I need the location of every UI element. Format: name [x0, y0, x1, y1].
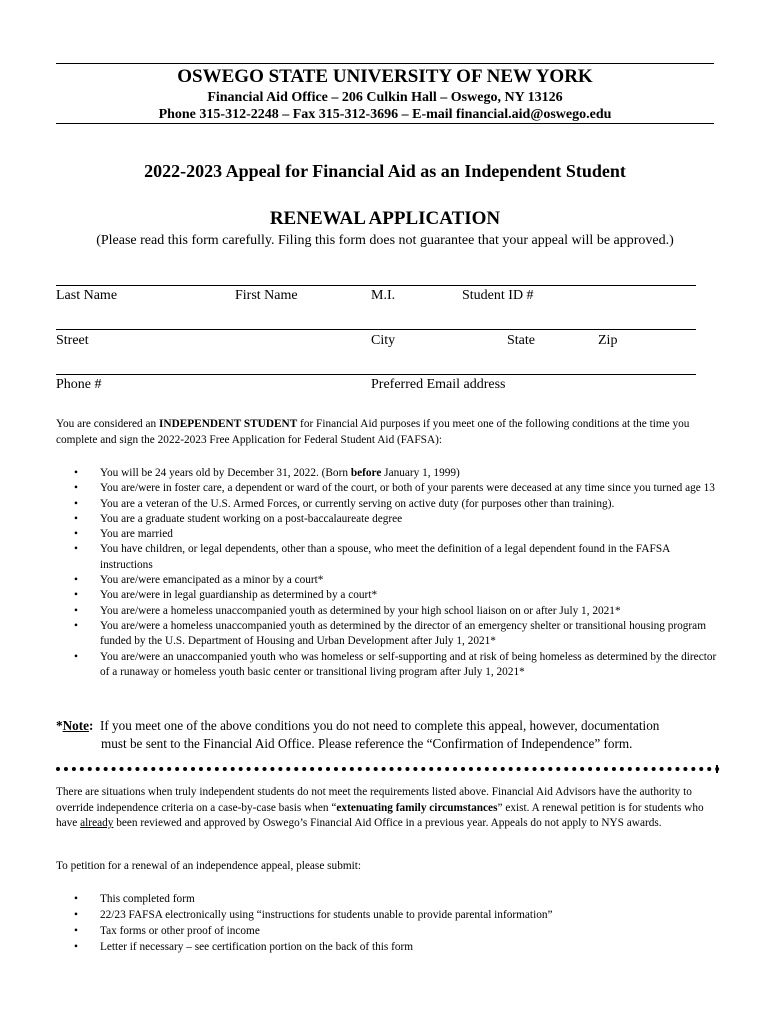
list-item: • Letter if necessary – see certification portion on the back of this form: [56, 939, 720, 955]
university-name: OSWEGO STATE UNIVERSITY OF NEW YORK: [177, 66, 593, 87]
street-label: Street: [56, 333, 89, 348]
phone-label: Phone #: [56, 377, 102, 392]
list-item: • 22/23 FAFSA electronically using “instructions for students unable to provide parental information”: [56, 907, 720, 923]
email-label: Preferred Email address: [371, 377, 506, 392]
separator-end-mark: [716, 765, 718, 773]
list-item: • You are a graduate student working on a post-baccalaureate degree: [56, 512, 720, 527]
middle-initial-label: M.I.: [371, 288, 396, 303]
situations-paragraph: There are situations when truly independent students do not meet the requirements listed above. Financial Aid Advisors have the authority to override independence criteria on a case-by-case basis when “extenuating family circumstances” exist. A renewal petition is for students who have already been reviewed and approved by Oswego’s Financial Aid Office in a previous year. Appeals do not apply to NYS awards.: [56, 786, 704, 829]
independent-intro: You are considered an INDEPENDENT STUDENT for Financial Aid purposes if you meet one of the following conditions at the time you complete and sign the 2022-2023 Free Application for Federal Student Aid (FAFSA):: [56, 418, 690, 446]
list-item: • You are/were a homeless unaccompanied youth as determined by the director of an emergency shelter or transitional housing program funded by the U.S. Department of Housing and Urban Development after July 1, 2021*: [56, 619, 720, 650]
office-contact: Phone 315-312-2248 – Fax 315-312-3696 – E-mail financial.aid@oswego.edu: [158, 107, 612, 122]
name-line[interactable]: [56, 285, 696, 286]
note-block: *Note: If you meet one of the above conditions you do not need to complete this appeal, however, documentation must be sent to the Financial Aid Office. Please reference the “Confirmation of Independence” form.: [56, 718, 660, 751]
address-line[interactable]: [56, 329, 696, 330]
student-id-label: Student ID #: [462, 288, 534, 303]
list-item: • You are/were emancipated as a minor by a court*: [56, 573, 720, 588]
list-item: • You will be 24 years old by December 31, 2022. (Born before January 1, 1999): [56, 466, 720, 481]
zip-label: Zip: [598, 333, 618, 348]
list-item: • You are/were a homeless unaccompanied youth as determined by your high school liaison on or after July 1, 2021*: [56, 604, 720, 619]
list-item: • You are/were an unaccompanied youth who was homeless or self-supporting and at risk of being homeless as determined by the director of a runaway or homeless youth basic center or transitional living program after July 1, 2021*: [56, 650, 720, 681]
independence-conditions-list: [56, 466, 720, 680]
form-title: 2022-2023 Appeal for Financial Aid as an Independent Student: [144, 161, 626, 181]
last-name-label: Last Name: [56, 288, 118, 303]
city-label: City: [371, 333, 396, 348]
office-address: Financial Aid Office – 206 Culkin Hall – Oswego, NY 13126: [207, 90, 563, 105]
list-item: • You are a veteran of the U.S. Armed Forces, or currently serving on active duty (for purposes other than training).: [56, 497, 720, 512]
form-instruction: (Please read this form carefully. Filing this form does not guarantee that your appeal will be approved.): [96, 233, 674, 248]
dotted-separator: [56, 767, 720, 771]
list-item: • You are/were in foster care, a dependent or ward of the court, or both of your parents were deceased at any time since you turned age 13: [56, 481, 720, 496]
list-item: • Tax forms or other proof of income: [56, 923, 720, 939]
first-name-label: First Name: [235, 288, 298, 303]
list-item: • You have children, or legal dependents, other than a spouse, who meet the definition of a legal dependent found in the FAFSA instructions: [56, 542, 720, 573]
form-subtitle: RENEWAL APPLICATION: [269, 208, 501, 229]
petition-intro: To petition for a renewal of an independence appeal, please submit:: [56, 860, 362, 872]
contact-line[interactable]: [56, 374, 696, 375]
header-bottom-rule: [56, 123, 714, 124]
submission-list: [56, 891, 720, 955]
list-item: • You are/were in legal guardianship as determined by a court*: [56, 588, 720, 603]
state-label: State: [507, 333, 535, 348]
header-top-rule: [56, 63, 714, 64]
list-item: • You are married: [56, 527, 720, 542]
note-label: *Note:: [56, 718, 94, 733]
list-item: • This completed form: [56, 891, 720, 907]
